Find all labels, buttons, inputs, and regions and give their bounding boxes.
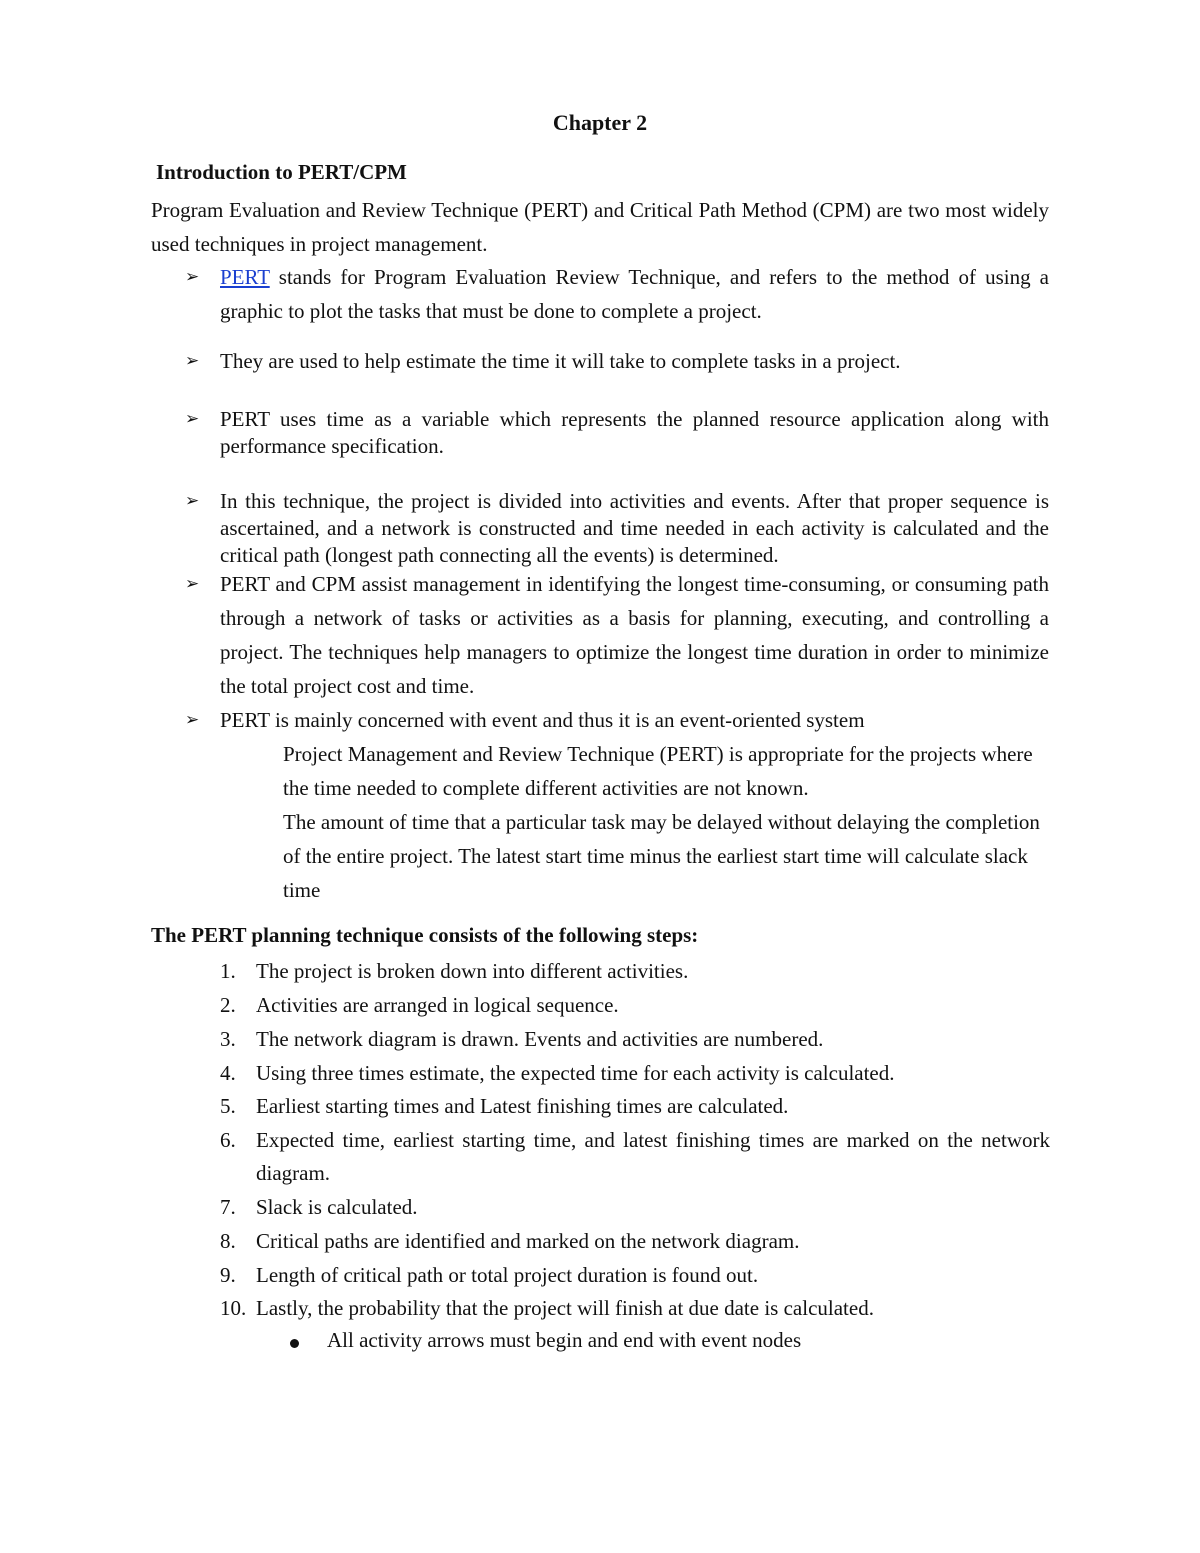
step-item xyxy=(220,1090,1050,1123)
chapter-title: Chapter 2 xyxy=(552,110,648,135)
step-number: 10. xyxy=(220,1296,247,1320)
step-number: 9. xyxy=(220,1263,236,1287)
step-number: 4. xyxy=(220,1061,236,1085)
arrow-bullet-icon: ➢ xyxy=(185,710,200,730)
step-item xyxy=(220,955,1050,988)
dot-bullet-text: All activity arrows must begin and end with event nodes xyxy=(327,1328,802,1352)
bullet-item xyxy=(185,406,1049,460)
dot-bullet-item xyxy=(290,1328,801,1353)
sub-bullet-text: The amount of time that a particular task may be delayed without delaying the completion of the entire project. The latest start time minus the earliest start time will calculate slack time xyxy=(283,810,1040,902)
bullet-text: PERT uses time as a variable which represents the planned resource application along with performance specification. xyxy=(220,407,1049,458)
step-item xyxy=(220,1259,1050,1292)
bullet-item xyxy=(185,488,1049,569)
sub-bullet-item xyxy=(240,737,1040,805)
arrow-bullet-icon: ➢ xyxy=(185,409,200,429)
step-item xyxy=(220,1191,1050,1224)
step-text: Expected time, earliest starting time, and latest finishing times are marked on the network diagram. xyxy=(256,1128,1050,1185)
step-text: Length of critical path or total project duration is found out. xyxy=(256,1263,759,1287)
bullet-text: PERT is mainly concerned with event and thus it is an event-oriented system xyxy=(220,708,865,732)
bullet-text: PERT and CPM assist management in identifying the longest time-consuming, or consuming path through a network of tasks or activities as a basis for planning, executing, and controlling a project. The techniques help managers to optimize the longest time duration in order to minimize the total project cost and time. xyxy=(220,572,1049,698)
step-text: Slack is calculated. xyxy=(256,1195,418,1219)
step-number: 6. xyxy=(220,1128,236,1152)
bullet-text-body: stands for Program Evaluation Review Technique, and refers to the method of using a graphic to plot the tasks that must be done to complete a project. xyxy=(220,265,1049,323)
bullet-item xyxy=(185,567,1049,703)
step-item xyxy=(220,1023,1050,1056)
bullet-text xyxy=(220,260,1049,328)
arrow-bullet-icon: ➢ xyxy=(185,267,200,287)
step-number: 2. xyxy=(220,993,236,1017)
step-number: 3. xyxy=(220,1027,236,1051)
intro-paragraph: Program Evaluation and Review Technique (PERT) and Critical Path Method (CPM) are two most widely used techniques in project management. xyxy=(151,198,1049,256)
pert-link[interactable]: PERT xyxy=(220,265,270,289)
step-text: The project is broken down into different activities. xyxy=(256,959,689,983)
bullet-item xyxy=(185,344,1049,378)
sub-bullet-item xyxy=(240,805,1040,907)
step-item xyxy=(220,1292,1050,1325)
round-bullet-icon xyxy=(290,1339,299,1348)
step-text: Using three times estimate, the expected time for each activity is calculated. xyxy=(256,1061,895,1085)
arrow-bullet-icon: ➢ xyxy=(185,491,200,511)
arrow-bullet-icon: ➢ xyxy=(185,574,200,594)
sub-bullet-text: Project Management and Review Technique (PERT) is appropriate for the projects where the time needed to complete different activities are not known. xyxy=(283,742,1033,800)
step-text: Activities are arranged in logical sequence. xyxy=(256,993,619,1017)
bullet-text: In this technique, the project is divided into activities and events. After that proper sequence is ascertained, and a network is constructed and time needed in each activity is calculated and the critical path (longest path connecting all the events) is determined. xyxy=(220,489,1049,567)
step-number: 7. xyxy=(220,1195,236,1219)
step-item xyxy=(220,1124,1050,1190)
step-number: 5. xyxy=(220,1094,236,1118)
intro-heading: Introduction to PERT/CPM xyxy=(156,160,407,184)
steps-heading: The PERT planning technique consists of the following steps: xyxy=(151,923,699,947)
step-text: The network diagram is drawn. Events and activities are numbered. xyxy=(256,1027,824,1051)
step-text: Critical paths are identified and marked on the network diagram. xyxy=(256,1229,800,1253)
step-item xyxy=(220,1225,1050,1258)
arrow-bullet-icon: ➢ xyxy=(185,351,200,371)
step-number: 1. xyxy=(220,959,236,983)
bullet-text: They are used to help estimate the time it will take to complete tasks in a project. xyxy=(220,349,901,373)
step-number: 8. xyxy=(220,1229,236,1253)
step-text: Earliest starting times and Latest finishing times are calculated. xyxy=(256,1094,789,1118)
step-item xyxy=(220,989,1050,1022)
bullet-item xyxy=(185,703,1049,737)
step-text: Lastly, the probability that the project will finish at due date is calculated. xyxy=(256,1296,874,1320)
bullet-item xyxy=(185,260,1049,328)
step-item xyxy=(220,1057,1050,1090)
